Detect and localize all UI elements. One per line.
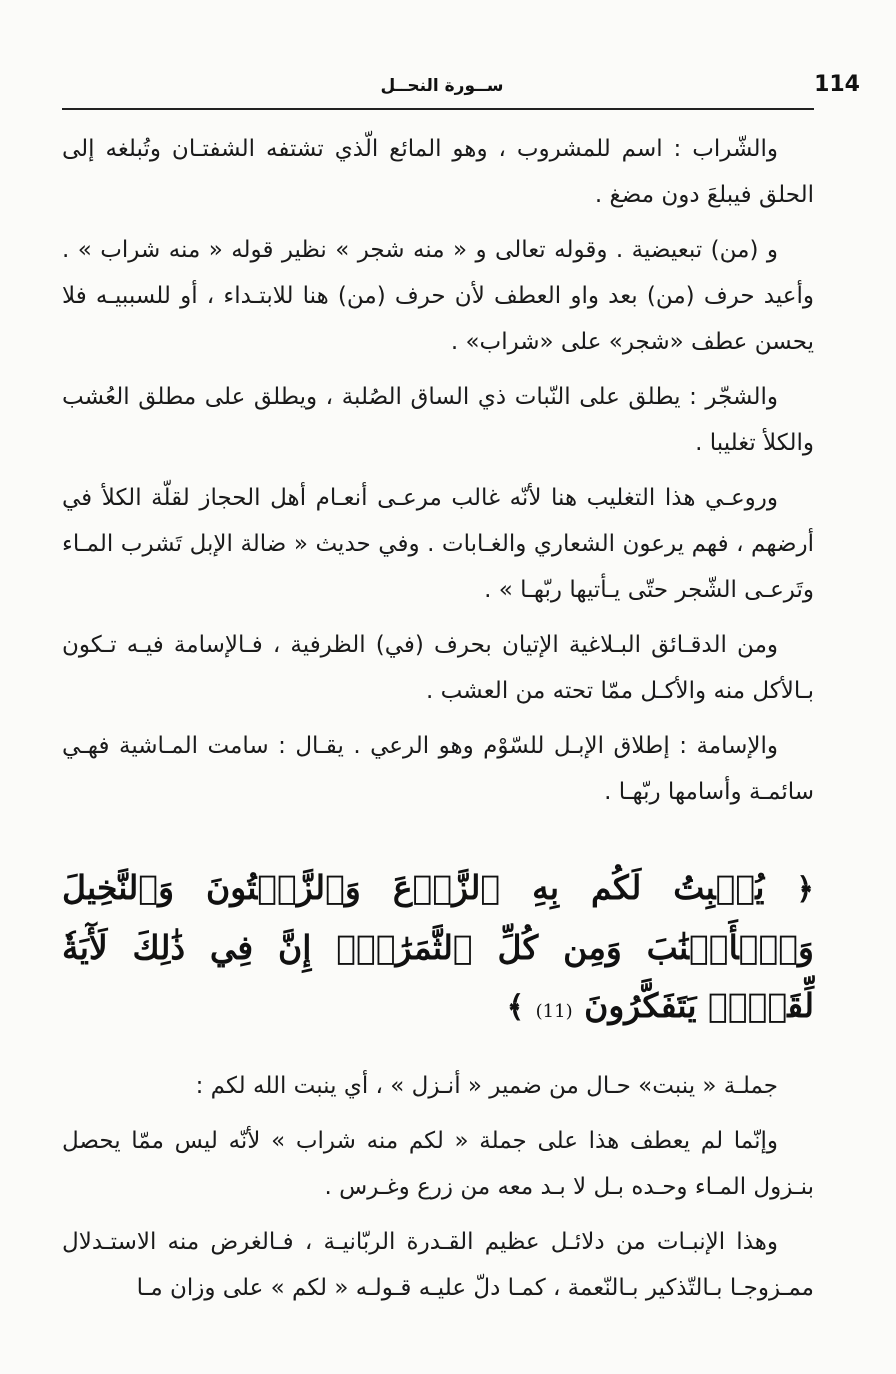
paragraph-isama: والإسامة : إطلاق الإبـل للسّوْم وهو الرعي . يقـال : سامت المـاشية فهـي سائمـة وأسامها ربّهـا . (62, 733, 814, 805)
ayah-number: (11) (535, 1001, 573, 1022)
paragraph-taghlib: وروعـي هذا التغليب هنا لأنّه غالب مرعـى أنعـام أهل الحجاز لقلّة الكلأ في أرضهم ، فهم يرعون الشعاري والغـابات . وفي حديث « ضالة الإبل تَشرب المـاء وتَرعـى الشّجر حتّى يـأتيها ربّهـا » . (62, 485, 814, 603)
page-body (62, 126, 814, 1320)
verse-text: يُنۢبِتُ لَكُم بِهِ ٱلزَّرۡعَ وَٱلزَّيۡتُونَ وَٱلنَّخِيلَ وَٱلۡأَعۡنَٰبَ وَمِن كُلِّ ٱلثَّمَرَٰتِۚ إِنَّ فِي ذَٰلِكَ لَأٓيَةٗ لِّقَوۡمٖ يَتَفَكَّرُونَ (62, 868, 814, 1025)
running-head: ســورة النحــل (380, 76, 504, 96)
quran-verse (62, 859, 814, 1041)
paragraph-jumla: جملـة « ينبت» حـال من ضمير « أنـزل » ، أي ينبت الله لكم : (195, 1073, 778, 1099)
page-header (62, 70, 860, 110)
paragraph-innama: وإنّما لم يعطف هذا على جملة « لكم منه شراب » لأنّه ليس ممّا يحصل بنـزول المـاء وحـده بـل لا بـد معه من زرع وغـرس . (62, 1128, 814, 1200)
paragraph-sharab: والشّراب : اسم للمشروب ، وهو المائع الّذي تشتفه الشفتـان وتُبلغه إلى الحلق فيبلعَ دون مضغ . (62, 136, 814, 208)
verse-open-bracket: ﴿ (796, 872, 814, 907)
paragraph-daqaiq: ومن الدقـائق البـلاغية الإتيان بحرف (في) الظرفية ، فـالإسامة فيـه تـكون بـالأكل منه والأكـل ممّا تحته من العشب . (62, 632, 814, 704)
verse-close-bracket: ﴾ (506, 990, 525, 1025)
page-number: 114 (814, 72, 860, 97)
paragraph-shajar: والشجّر : يطلق على النّبات ذي الساق الصُلبة ، ويطلق على مطلق العُشب والكلأ تغليبا . (62, 384, 814, 456)
paragraph-inbat: وهذا الإنبـات من دلائـل عظيم القـدرة الربّانيـة ، فـالغرض منه الاستـدلال ممـزوجـا بـالتّذكير بـالنّعمة ، كمـا دلّ عليـه قـولـه « لكم » على وزان مـا (62, 1229, 814, 1301)
header-rule (62, 108, 814, 110)
paragraph-min: و (من) تبعيضية . وقوله تعالى و « منه شجر » نظير قوله « منه شراب » . وأعيد حرف (من) بعد واو العطف لأن حرف (من) هنا للابتـداء ، أو للسببيـه فلا يحسن عطف «شجر» على «شراب» . (62, 237, 814, 355)
